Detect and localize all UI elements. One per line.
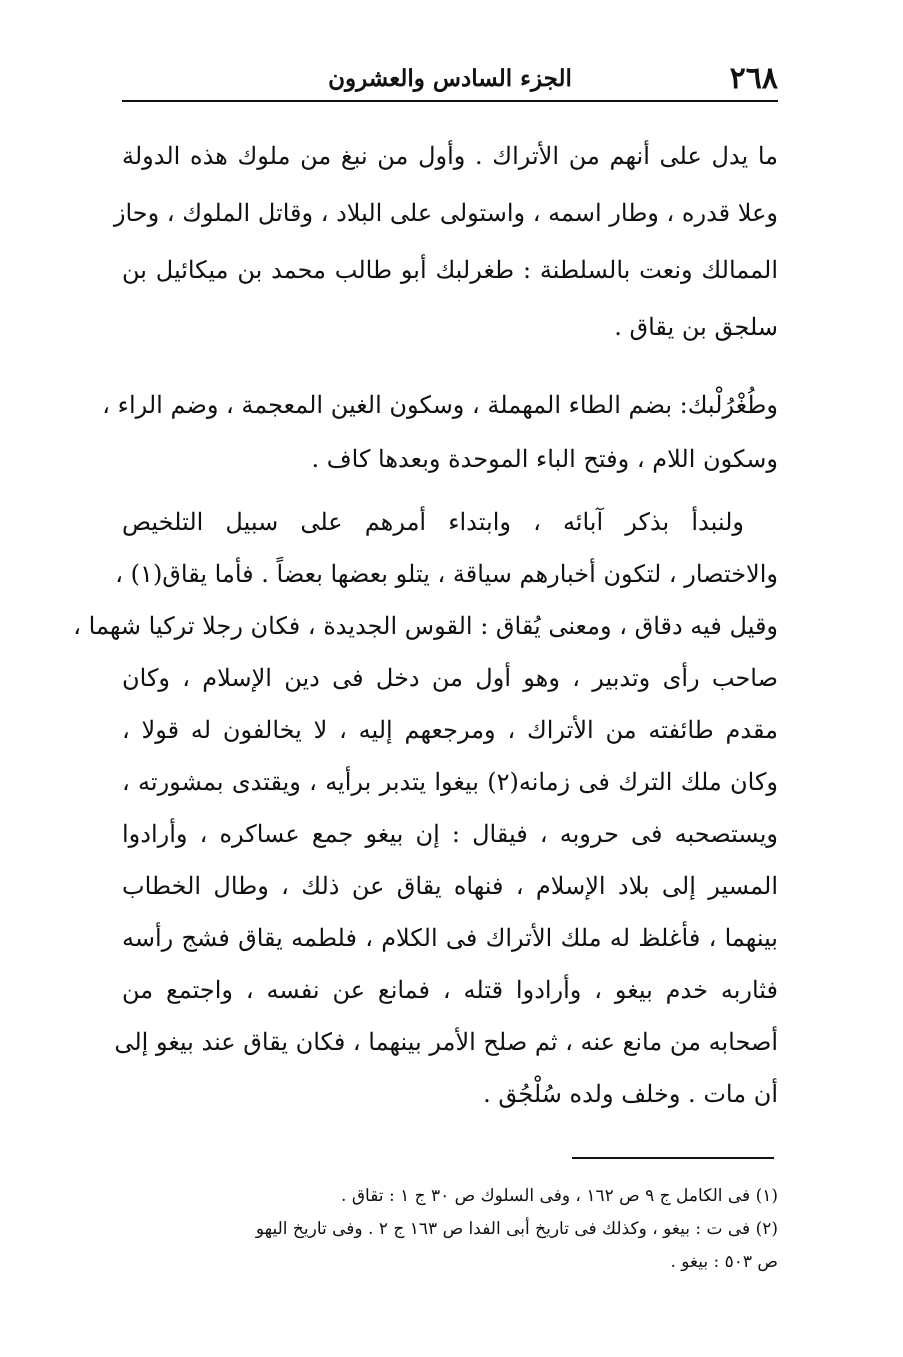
text-line: وقيل فيه دقاق ، ومعنى يُقاق : القوس الجديدة ، فكان رجلا تركيا شهما ، — [73, 612, 778, 640]
text-line: والاختصار ، لتكون أخبارهم سياقة ، يتلو بعضها بعضاً . فأما يقاق(١) ، — [115, 560, 778, 588]
text-line: الممالك ونعت بالسلطنة : طغرلبك أبو طالب محمد بن ميكائيل بن — [122, 256, 778, 284]
text-line: أن مات . وخلف ولده سُلْجُق . — [483, 1080, 778, 1108]
text-line: ويستصحبه فى حروبه ، فيقال : إن بيغو جمع عساكره ، وأرادوا — [122, 820, 778, 848]
page-number: ٢٦٨ — [729, 61, 778, 96]
footnotes — [122, 1180, 778, 1279]
page-header — [122, 56, 778, 100]
text-line: وطُغْرُلْبك: بضم الطاء المهملة ، وسكون الغين المعجمة ، وضم الراء ، — [102, 391, 778, 419]
text-line: ما يدل على أنهم من الأتراك . وأول من نبغ من ملوك هذه الدولة — [122, 142, 778, 170]
text-line: وعلا قدره ، وطار اسمه ، واستولى على البلاد ، وقاتل الملوك ، وحاز — [113, 199, 778, 227]
footnote-divider — [572, 1157, 774, 1159]
paragraph-2 — [102, 378, 778, 486]
text-line: مقدم طائفته من الأتراك ، ومرجعهم إليه ، لا يخالفون له قولا ، — [122, 716, 778, 744]
text-line: ولنبدأ بذكر آبائه ، وابتداء أمرهم على سبيل التلخيص — [122, 508, 744, 536]
text-line: أصحابه من مانع عنه ، ثم صلح الأمر بينهما ، فكان يقاق عند بيغو إلى — [114, 1028, 778, 1056]
text-line: سلجق بن يقاق . — [614, 313, 778, 341]
text-line: فثاربه خدم بيغو ، وأرادوا قتله ، فمانع عن نفسه ، واجتمع من — [122, 976, 778, 1004]
text-line: وسكون اللام ، وفتح الباء الموحدة وبعدها كاف . — [311, 445, 778, 473]
text-line: صاحب رأى وتدبير ، وهو أول من دخل فى دين الإسلام ، وكان — [122, 664, 778, 692]
footnote-line: ص ٥٠٣ : بيغو . — [670, 1252, 778, 1272]
main-text — [73, 128, 779, 1120]
footnote-line: (١) فى الكامل ج ٩ ص ١٦٢ ، وفى السلوك ص ٣٠ ج ١ : تقاق . — [341, 1186, 778, 1206]
footnote-line: (٢) فى ت : بيغو ، وكذلك فى تاريخ أبى الفدا ص ١٦٣ ج ٢ . وفى تاريخ اليهو — [255, 1219, 778, 1239]
paragraph-1 — [113, 128, 778, 356]
paragraph-3 — [73, 496, 779, 1120]
text-line: وكان ملك الترك فى زمانه(٢) بيغوا يتدبر برأيه ، ويقتدى بمشورته ، — [122, 768, 779, 796]
header-divider — [122, 100, 778, 102]
text-line: بينهما ، فأغلظ له ملك الأتراك فى الكلام ، فلطمه يقاق فشج رأسه — [122, 924, 778, 952]
running-title: الجزء السادس والعشرون — [328, 65, 572, 92]
text-line: المسير إلى بلاد الإسلام ، فنهاه يقاق عن ذلك ، وطال الخطاب — [122, 872, 779, 900]
